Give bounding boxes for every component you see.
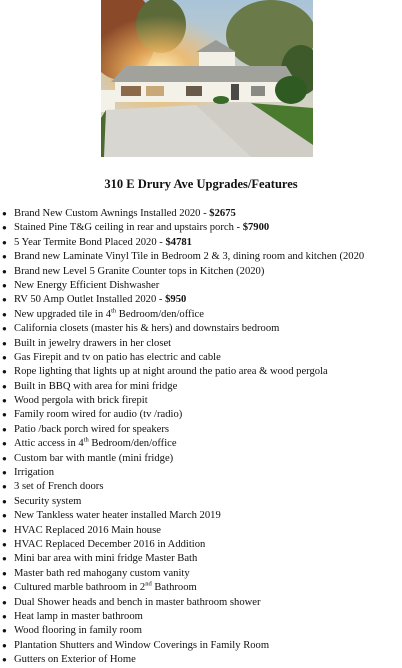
feature-text-continued: Bedroom/den/office — [116, 308, 204, 320]
feature-item — [0, 653, 402, 667]
feature-item — [0, 322, 402, 336]
feature-text: Family room wired for audio (tv /radio) — [14, 409, 183, 421]
feature-item — [0, 466, 402, 480]
ordinal-suffix: th — [83, 436, 89, 444]
feature-item — [0, 581, 402, 595]
bullet-icon: ● — [2, 324, 7, 334]
feature-text: 3 set of French doors — [14, 481, 104, 493]
bullet-icon: ● — [2, 352, 7, 362]
bullet-icon: ● — [2, 482, 7, 492]
bullet-icon: ● — [2, 309, 7, 319]
feature-price: $4781 — [165, 236, 192, 248]
feature-text: Plantation Shutters and Window Coverings in Family Room — [14, 639, 270, 651]
bullet-icon: ● — [2, 640, 7, 650]
bullet-icon: ● — [2, 554, 7, 564]
bullet-icon: ● — [2, 223, 7, 233]
feature-text: Dual Shower heads and bench in master bathroom shower — [14, 596, 261, 608]
feature-item — [0, 351, 402, 365]
feature-item — [0, 610, 402, 624]
bullet-icon: ● — [2, 611, 7, 621]
feature-text-continued: Bedroom/den/office — [88, 438, 177, 450]
feature-text: New upgraded tile in 4 — [14, 308, 112, 320]
feature-item — [0, 408, 402, 422]
feature-text: Wood pergola with brick firepit — [14, 395, 148, 407]
feature-item — [0, 250, 402, 264]
feature-text: Brand new Level 5 Granite Counter tops in Kitchen (2020) — [14, 265, 265, 277]
bullet-icon: ● — [2, 367, 7, 377]
bullet-icon: ● — [2, 583, 7, 593]
feature-item — [0, 279, 402, 293]
feature-text: New Tankless water heater installed March 2019 — [14, 510, 221, 522]
bullet-icon: ● — [2, 539, 7, 549]
feature-text: Gas Firepit and tv on patio has electric and cable — [14, 351, 221, 363]
feature-item — [0, 308, 402, 322]
feature-text: Cultured marble bathroom in 2 — [14, 582, 146, 594]
feature-list — [0, 207, 402, 668]
feature-text: HVAC Replaced December 2016 in Addition — [14, 538, 206, 550]
feature-item — [0, 365, 402, 379]
feature-text-continued: Bathroom — [151, 582, 197, 594]
feature-item — [0, 293, 402, 307]
feature-text: Custom bar with mantle (mini fridge) — [14, 452, 174, 464]
feature-price: $950 — [165, 294, 187, 306]
bullet-icon: ● — [2, 338, 7, 348]
bullet-icon: ● — [2, 295, 7, 305]
bullet-icon: ● — [2, 237, 7, 247]
feature-item — [0, 567, 402, 581]
feature-text: 5 Year Termite Bond Placed 2020 - — [14, 236, 166, 248]
feature-item — [0, 596, 402, 610]
bullet-icon: ● — [2, 252, 7, 262]
feature-text: Heat lamp in master bathroom — [14, 610, 143, 622]
bullet-icon: ● — [2, 381, 7, 391]
feature-item — [0, 480, 402, 494]
feature-item — [0, 452, 402, 466]
feature-item — [0, 639, 402, 653]
feature-item — [0, 538, 402, 552]
feature-text: Brand New Custom Awnings Installed 2020 - — [14, 208, 210, 219]
bullet-icon: ● — [2, 410, 7, 420]
bullet-icon: ● — [2, 209, 7, 218]
bullet-icon: ● — [2, 511, 7, 521]
feature-text: Stained Pine T&G ceiling in rear and upstairs porch - — [14, 222, 243, 234]
feature-item — [0, 495, 402, 509]
feature-text: HVAC Replaced 2016 Main house — [14, 524, 161, 536]
feature-item — [0, 624, 402, 638]
feature-text: Brand new Laminate Vinyl Tile in Bedroom 2 & 3, dining room and kitchen (2020 — [14, 251, 365, 263]
house-photo — [101, 0, 313, 157]
feature-item — [0, 207, 402, 221]
feature-text: Mini bar area with mini fridge Master Bath — [14, 553, 198, 565]
feature-text: Built in BBQ with area for mini fridge — [14, 380, 178, 392]
bullet-icon: ● — [2, 396, 7, 406]
bullet-icon: ● — [2, 266, 7, 276]
bullet-icon: ● — [2, 439, 7, 449]
feature-text: RV 50 Amp Outlet Installed 2020 - — [14, 294, 166, 306]
bullet-icon: ● — [2, 568, 7, 578]
feature-price: $7900 — [242, 222, 270, 234]
feature-item — [0, 509, 402, 523]
feature-item — [0, 552, 402, 566]
feature-item — [0, 524, 402, 538]
feature-item — [0, 337, 402, 351]
house-photo-icon — [101, 0, 313, 157]
ordinal-suffix: th — [111, 307, 117, 315]
feature-text: Gutters on Exterior of Home — [14, 654, 136, 666]
feature-item — [0, 221, 402, 235]
bullet-icon: ● — [2, 453, 7, 463]
feature-item — [0, 380, 402, 394]
page-title: 310 E Drury Ave Upgrades/Features — [104, 177, 298, 191]
feature-item — [0, 394, 402, 408]
feature-text: California closets (master his & hers) and downstairs bedroom — [14, 323, 280, 335]
feature-text: Security system — [14, 495, 82, 507]
feature-text: Irrigation — [14, 467, 55, 479]
ordinal-suffix: nd — [145, 580, 152, 588]
bullet-icon: ● — [2, 496, 7, 506]
bullet-icon: ● — [2, 525, 7, 535]
bullet-icon: ● — [2, 280, 7, 290]
feature-text: Master bath red mahogany custom vanity — [14, 567, 190, 579]
bullet-icon: ● — [2, 597, 7, 607]
bullet-icon: ● — [2, 655, 7, 665]
feature-text: Wood flooring in family room — [14, 625, 143, 637]
bullet-icon: ● — [2, 424, 7, 434]
feature-text: New Energy Efficient Dishwasher — [14, 279, 160, 291]
feature-text: Attic access in 4 — [14, 438, 84, 450]
feature-text: Built in jewelry drawers in her closet — [14, 337, 172, 349]
bullet-icon: ● — [2, 468, 7, 478]
feature-text: Rope lighting that lights up at night around the patio area & wood pergola — [14, 366, 328, 378]
feature-item — [0, 265, 402, 279]
bullet-icon: ● — [2, 626, 7, 636]
feature-text: Patio /back porch wired for speakers — [14, 423, 170, 435]
feature-price: $2675 — [209, 208, 236, 219]
feature-item — [0, 437, 402, 451]
feature-item — [0, 236, 402, 250]
feature-item — [0, 423, 402, 437]
